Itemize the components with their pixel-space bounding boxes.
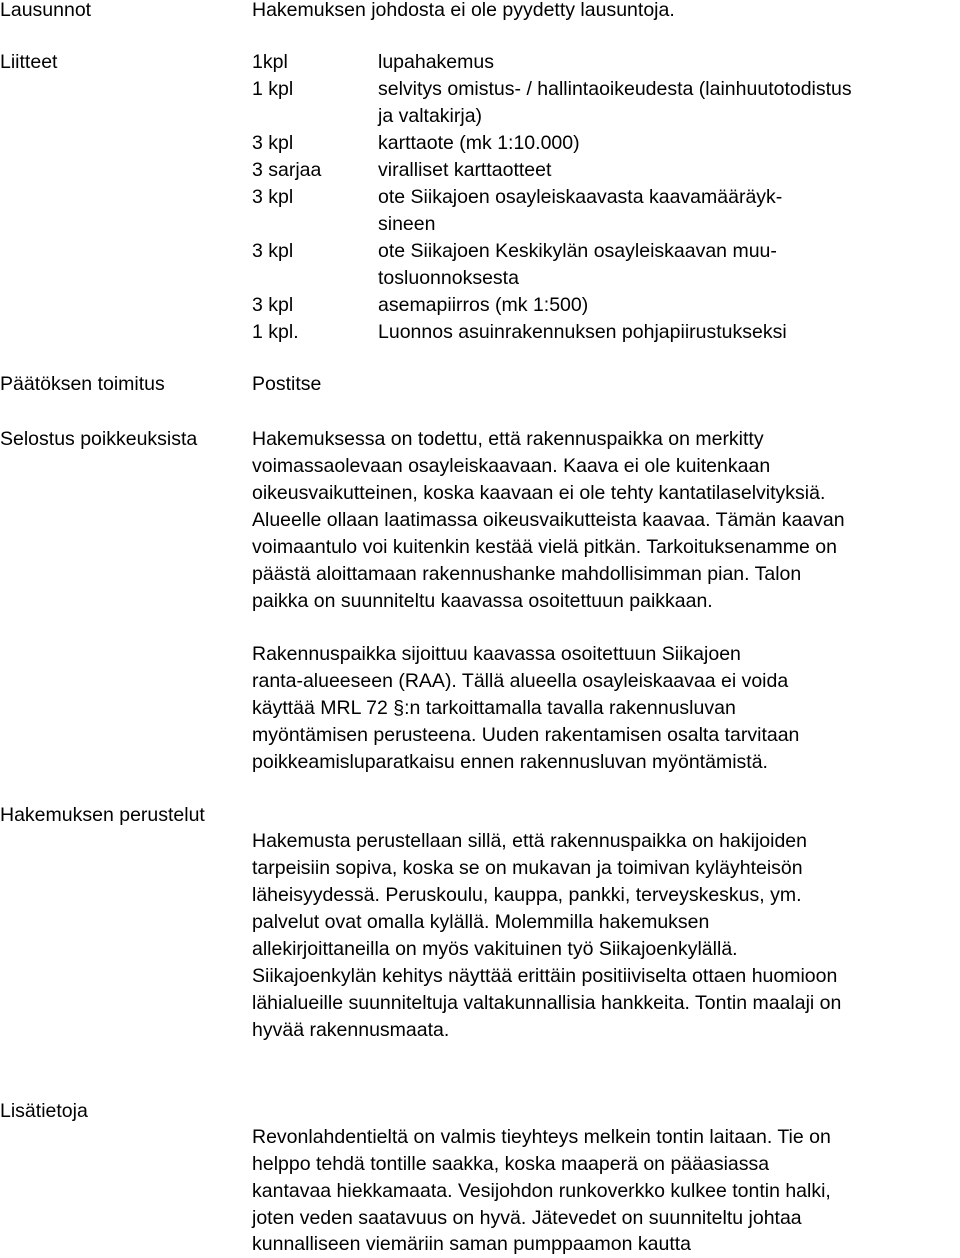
perustelut-line: lähialueille suunniteltuja valtakunnallisia hankkeita. Tontin maalaji on <box>252 992 842 1014</box>
perustelut-line: hyvää rakennusmaata. <box>252 1019 450 1041</box>
section-label-paatoksen-toimitus: Päätöksen toimitus <box>0 373 165 395</box>
attachment-desc: ote Siikajoen Keskikylän osayleiskaavan muu- <box>378 240 777 262</box>
perustelut-line: palvelut ovat omalla kylällä. Molemmilla hakemuksen <box>252 911 710 933</box>
perustelut-line: läheisyydessä. Peruskoulu, kauppa, pankki, terveyskeskus, ym. <box>252 884 802 906</box>
section-label-lausunnot: Lausunnot <box>0 0 92 21</box>
selostus-line: käyttää MRL 72 §:n tarkoittamalla tavalla rakennusluvan <box>252 697 736 719</box>
section-label-lisatietoja: Lisätietoja <box>0 1100 88 1122</box>
section-label-selostus: Selostus poikkeuksista <box>0 428 198 450</box>
attachment-desc-cont: sineen <box>378 213 436 235</box>
selostus-line: oikeusvaikutteinen, koska kaavaan ei ole tehty kantatilaselvityksiä. <box>252 482 826 504</box>
attachment-desc: viralliset karttaotteet <box>378 159 552 181</box>
perustelut-line: Hakemusta perustellaan sillä, että rakennuspaikka on hakijoiden <box>252 830 807 852</box>
attachment-desc: ote Siikajoen osayleiskaavasta kaavamääräyk- <box>378 186 783 208</box>
lausunnot-text: Hakemuksen johdosta ei ole pyydetty lausuntoja. <box>252 0 675 21</box>
attachment-desc: karttaote (mk 1:10.000) <box>378 132 580 154</box>
attachment-desc: asemapiirros (mk 1:500) <box>378 294 589 316</box>
attachment-qty: 1kpl <box>252 51 288 73</box>
selostus-line: Hakemuksessa on todettu, että rakennuspaikka on merkitty <box>252 428 764 450</box>
perustelut-line: Siikajoenkylän kehitys näyttää erittäin positiiviselta ottaen huomioon <box>252 965 838 987</box>
attachment-qty: 3 kpl <box>252 186 294 208</box>
selostus-line: paikka on suunniteltu kaavassa osoitettuun paikkaan. <box>252 590 713 612</box>
attachment-qty: 1 kpl. <box>252 321 299 343</box>
attachment-desc: Luonnos asuinrakennuksen pohjapiirustukseksi <box>378 321 787 343</box>
attachment-qty: 3 kpl <box>252 240 294 262</box>
section-label-perustelut: Hakemuksen perustelut <box>0 804 205 826</box>
attachment-desc: selvitys omistus- / hallintaoikeudesta (lainhuutotodistus <box>378 78 852 100</box>
selostus-line: voimassaolevaan osayleiskaavaan. Kaava ei ole kuitenkaan <box>252 455 771 477</box>
selostus-line: myöntämisen perusteena. Uuden rakentamisen osalta tarvitaan <box>252 724 800 746</box>
section-label-liitteet: Liitteet <box>0 51 58 73</box>
attachment-desc: lupahakemus <box>378 51 494 73</box>
paatoksen-toimitus-text: Postitse <box>252 373 322 395</box>
selostus-line: poikkeamisluparatkaisu ennen rakennusluvan myöntämistä. <box>252 751 768 773</box>
perustelut-line: allekirjoittaneilla on myös vakituinen työ Siikajoenkylällä. <box>252 938 738 960</box>
attachment-qty: 1 kpl <box>252 78 294 100</box>
selostus-line: ranta-alueeseen (RAA). Tällä alueella osayleiskaavaa ei voida <box>252 670 789 692</box>
attachment-qty: 3 kpl <box>252 132 294 154</box>
lisatietoja-line: Revonlahdentieltä on valmis tieyhteys melkein tontin laitaan. Tie on <box>252 1126 831 1148</box>
selostus-line: voimaantulo voi kuitenkin kestää vielä pitkän. Tarkoituksenamme on <box>252 536 837 558</box>
selostus-line: Rakennuspaikka sijoittuu kaavassa osoitettuun Siikajoen <box>252 643 741 665</box>
lisatietoja-line: kantavaa hiekkamaata. Vesijohdon runkoverkko kulkee tontin halki, <box>252 1180 831 1202</box>
lisatietoja-line: joten veden saatavuus on hyvä. Jätevedet on suunniteltu johtaa <box>252 1207 802 1229</box>
perustelut-line: tarpeisiin sopiva, koska se on mukavan ja toimivan kyläyhteisön <box>252 857 803 879</box>
attachment-qty: 3 kpl <box>252 294 294 316</box>
attachment-qty: 3 sarjaa <box>252 159 322 181</box>
selostus-line: Alueelle ollaan laatimassa oikeusvaikutteista kaavaa. Tämän kaavan <box>252 509 845 531</box>
attachment-desc-cont: ja valtakirja) <box>378 105 483 127</box>
selostus-line: päästä aloittamaan rakennushanke mahdollisimman pian. Talon <box>252 563 802 585</box>
attachment-desc-cont: tosluonnoksesta <box>378 267 519 289</box>
lisatietoja-line: kunnalliseen viemäriin saman pumppaamon kautta <box>252 1233 691 1255</box>
lisatietoja-line: helppo tehdä tontille saakka, koska maaperä on pääasiassa <box>252 1153 770 1175</box>
